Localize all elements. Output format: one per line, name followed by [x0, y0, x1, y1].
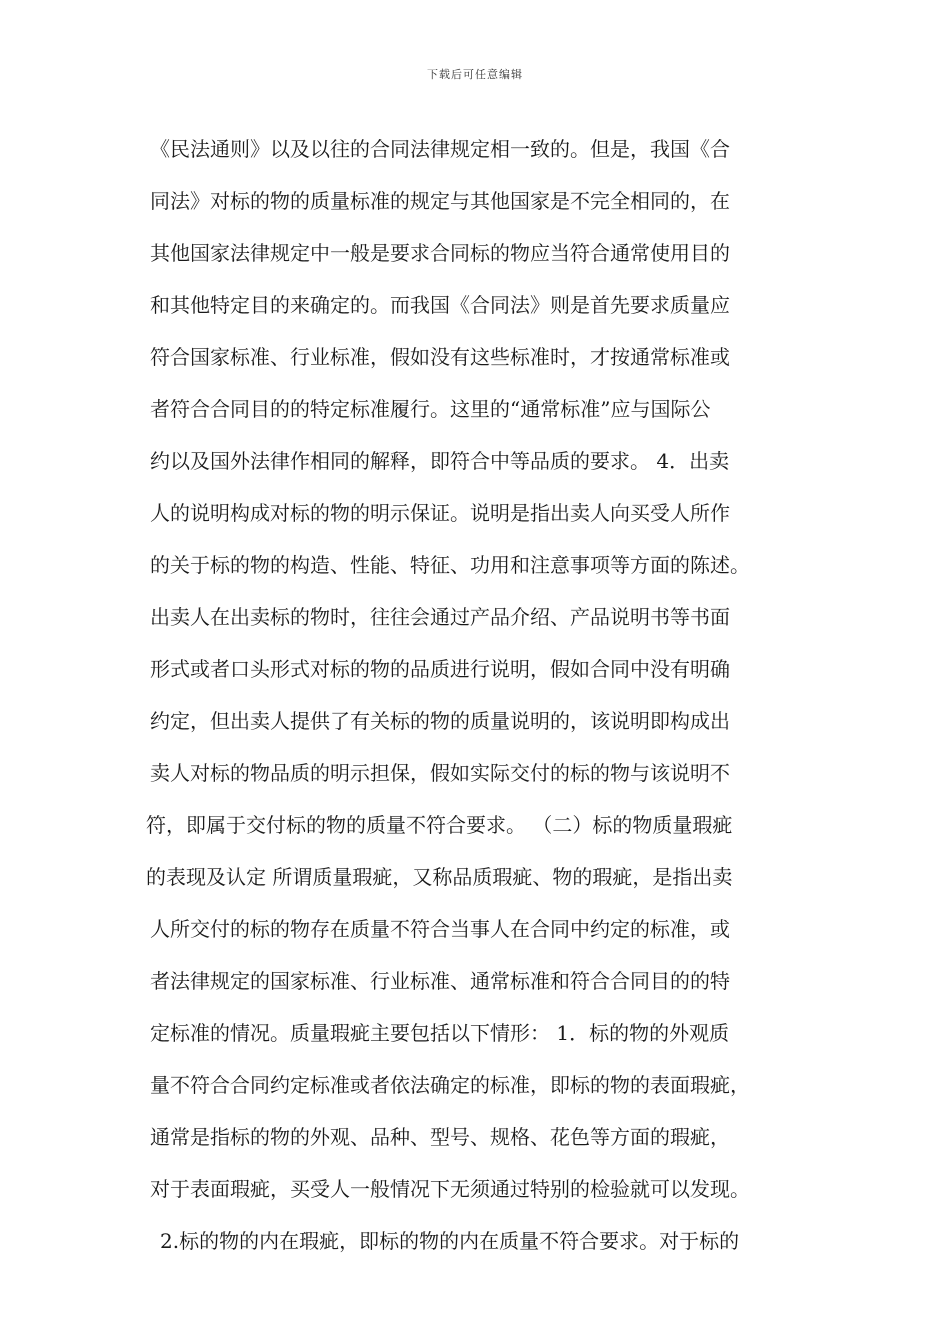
text-line-13: 卖人对标的物品质的明示担保，假如实际交付的标的物与该说明不: [150, 761, 730, 785]
text-line-8: 人的说明构成对标的物的明示保证。说明是指出卖人向买受人所作: [150, 501, 730, 525]
text-line-16: 人所交付的标的物存在质量不符合当事人在合同中约定的标准，或: [150, 917, 730, 941]
page-header-note: 下载后可任意编辑: [427, 68, 523, 81]
text-line-22: 2.标的物的内在瑕疵，即标的物的内在质量不符合要求。对于标的: [160, 1229, 740, 1253]
text-line-11: 形式或者口头形式对标的物的品质进行说明，假如合同中没有明确: [150, 657, 730, 681]
text-line-7: 约以及国外法律作相同的解释，即符合中等品质的要求。 4．出卖: [150, 449, 730, 473]
text-line-5: 符合国家标准、行业标准，假如没有这些标准时，才按通常标准或: [150, 345, 730, 369]
text-line-1: 《民法通则》以及以往的合同法律规定相一致的。但是，我国《合: [150, 137, 730, 161]
text-line-2: 同法》对标的物的质量标准的规定与其他国家是不完全相同的，在: [150, 189, 730, 213]
text-line-6: 者符合合同目的的特定标准履行。这里的“通常标准”应与国际公: [150, 397, 711, 421]
text-line-15: 的表现及认定 所谓质量瑕疵，又称品质瑕疵、物的瑕疵，是指出卖: [146, 865, 733, 889]
text-line-14: 符，即属于交付标的物的质量不符合要求。 （二）标的物质量瑕疵: [146, 813, 733, 837]
text-line-21: 对于表面瑕疵，买受人一般情况下无须通过特别的检验就可以发现。: [150, 1177, 750, 1201]
text-line-10: 出卖人在出卖标的物时，往往会通过产品介绍、产品说明书等书面: [150, 605, 730, 629]
text-line-9: 的关于标的物的构造、性能、特征、功用和注意事项等方面的陈述。: [150, 553, 750, 577]
text-line-4: 和其他特定目的来确定的。而我国《合同法》则是首先要求质量应: [150, 293, 730, 317]
text-line-3: 其他国家法律规定中一般是要求合同标的物应当符合通常使用目的: [150, 241, 730, 265]
text-line-19: 量不符合合同约定标准或者依法确定的标准，即标的物的表面瑕疵，: [150, 1073, 750, 1097]
text-line-20: 通常是指标的物的外观、品种、型号、规格、花色等方面的瑕疵，: [150, 1125, 730, 1149]
text-line-12: 约定，但出卖人提供了有关标的物的质量说明的，该说明即构成出: [150, 709, 730, 733]
text-line-17: 者法律规定的国家标准、行业标准、通常标准和符合合同目的的特: [150, 969, 730, 993]
text-line-18: 定标准的情况。质量瑕疵主要包括以下情形： 1．标的物的外观质: [150, 1021, 730, 1045]
